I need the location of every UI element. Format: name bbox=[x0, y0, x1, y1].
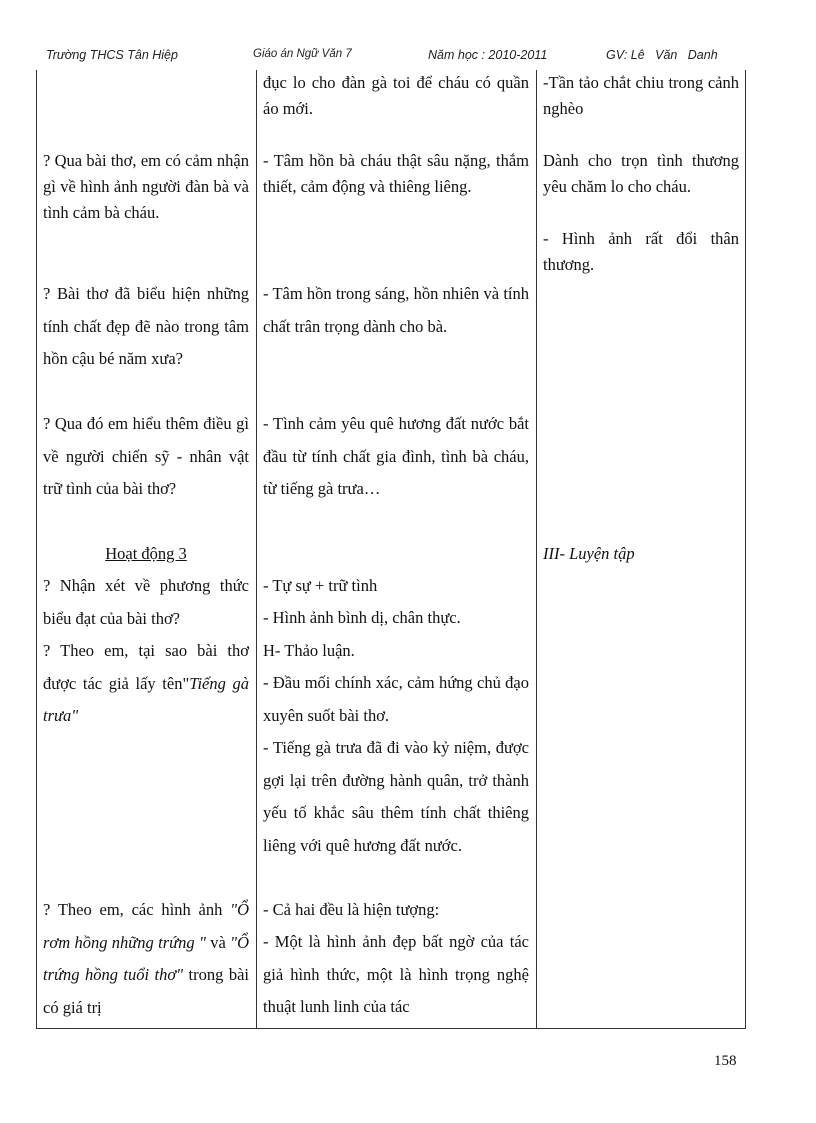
row2-note-a: Dành cho trọn tình thương yêu chăm lo cho cháu. bbox=[543, 151, 739, 196]
row6-question-b-text: ? Theo em, tại sao bài thơ được tác giả lấy tên" bbox=[43, 641, 249, 693]
row2-note-b: - Hình ảnh rất đổi thân thương. bbox=[543, 229, 739, 274]
lesson-table bbox=[36, 70, 746, 1029]
row7-question-end: trong bài có giá trị bbox=[43, 965, 249, 1017]
header-year: Năm học : 2010-2011 bbox=[428, 48, 548, 62]
column-divider bbox=[256, 70, 257, 1028]
row6-answer-d: - Đầu mối chính xác, cảm hứng chủ đạo xuyên suốt bài thơ. bbox=[263, 673, 529, 725]
row6-question-a: ? Nhận xét về phương thức biểu đạt của bài thơ? bbox=[43, 576, 249, 628]
row7-question-and: và bbox=[205, 932, 231, 952]
activity-heading-text: Hoạt động 3 bbox=[105, 544, 187, 563]
row4-question: ? Qua đó em hiểu thêm điều gì về người chiến sỹ - nhân vật trữ tình của bài thơ? bbox=[43, 414, 249, 498]
image-quote-1: "Ổ rơm hồng những trứng " bbox=[43, 900, 249, 952]
row6-answer-b: - Hình ảnh bình dị, chân thực. bbox=[263, 608, 461, 627]
row4-answer: - Tình cảm yêu quê hương đất nước bắt đầu từ tính chất gia đình, tình bà cháu, từ tiếng gà trưa… bbox=[263, 414, 529, 498]
header-teacher: GV: Lê Văn Danh bbox=[606, 48, 718, 62]
row6-answer-a: - Tự sự + trữ tình bbox=[263, 576, 378, 595]
column-divider bbox=[536, 70, 537, 1028]
row1-col3: -Tần tảo chắt chiu trong cảnh nghèo bbox=[543, 73, 739, 118]
row6-question-b bbox=[43, 635, 249, 733]
row6-answer-c: H- Thảo luận. bbox=[263, 641, 355, 660]
poem-title: Tiếng gà trưa" bbox=[43, 673, 249, 725]
row3-answer: - Tâm hồn trong sáng, hồn nhiên và tính chất trân trọng dành cho bà. bbox=[263, 284, 529, 336]
row7-answer-b: - Một là hình ảnh đẹp bất ngờ của tác giả hình thức, một là hình trọng nghệ thuật lunh linh của tác bbox=[263, 932, 529, 1016]
section-practice: III- Luyện tập bbox=[543, 544, 635, 563]
row3-question: ? Bài thơ đã biểu hiện những tính chất đẹp đẽ nào trong tâm hồn cậu bé năm xưa? bbox=[43, 284, 249, 368]
header-school: Trường THCS Tân Hiệp bbox=[46, 48, 178, 62]
header-subject: Giáo án Ngữ Văn 7 bbox=[253, 48, 352, 60]
row7-question-text: ? Theo em, các hình ảnh bbox=[43, 900, 231, 919]
row7-answer-a: - Cả hai đều là hiện tượng: bbox=[263, 900, 440, 919]
activity-heading bbox=[43, 538, 249, 571]
row2-question: ? Qua bài thơ, em có cảm nhận gì về hình ảnh người đàn bà và tình cảm bà cháu. bbox=[43, 151, 249, 222]
row2-answer: - Tâm hồn bà cháu thật sâu nặng, thắm thiết, cảm động và thiêng liêng. bbox=[263, 151, 529, 196]
row6-answer-e: - Tiếng gà trưa đã đi vào kỷ niệm, được gợi lại trên đường hành quân, trở thành yếu tố khắc sâu thêm tính chất thiêng liêng với quê hương đất nước. bbox=[263, 738, 529, 855]
image-quote-2: "Ổ trứng hồng tuổi thơ" bbox=[43, 932, 250, 984]
row1-col2: đục lo cho đàn gà toi để cháu có quần áo mới. bbox=[263, 73, 529, 118]
page-number: 158 bbox=[714, 1053, 737, 1069]
row7-question bbox=[43, 894, 249, 1024]
